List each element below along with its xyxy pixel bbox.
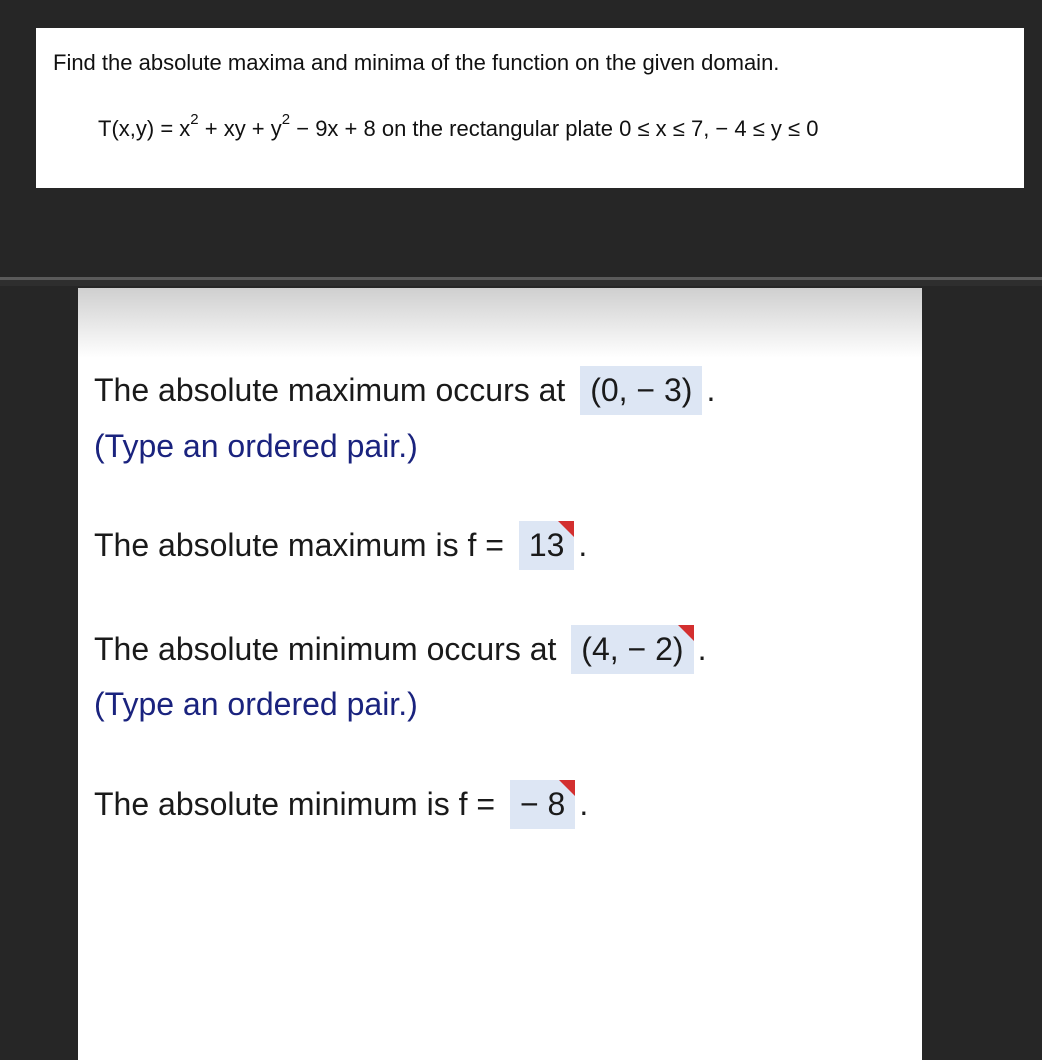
- period: .: [697, 631, 707, 667]
- panel-shade: [78, 288, 922, 358]
- max-location-value: (0, − 3): [590, 372, 693, 408]
- min-value-label: The absolute minimum is f =: [94, 786, 496, 822]
- min-value-value: − 8: [519, 786, 566, 822]
- section-divider-shadow: [0, 280, 1042, 286]
- formula-mid: + xy + y: [198, 116, 282, 141]
- incorrect-flag-icon: [558, 521, 574, 537]
- incorrect-flag-icon: [559, 780, 575, 796]
- exponent-x: 2: [190, 111, 199, 128]
- question-card: [36, 28, 1024, 188]
- incorrect-flag-icon: [678, 625, 694, 641]
- question-prompt: Find the absolute maxima and minima of the function on the given domain.: [53, 50, 780, 75]
- period: .: [579, 786, 589, 822]
- min-location-line: [94, 625, 706, 674]
- formula-lhs: T(x,y) = x: [98, 116, 191, 141]
- formula-rest: − 9x + 8 on the rectangular plate 0 ≤ x ≤ 7, − 4 ≤ y ≤ 0: [290, 116, 819, 141]
- max-value-answer[interactable]: [519, 521, 575, 570]
- max-location-label: The absolute maximum occurs at: [94, 372, 566, 408]
- period: .: [578, 527, 588, 563]
- max-location-hint: (Type an ordered pair.): [94, 428, 418, 464]
- min-location-label: The absolute minimum occurs at: [94, 631, 557, 667]
- min-location-hint: (Type an ordered pair.): [94, 686, 418, 722]
- period: .: [706, 372, 716, 408]
- max-value-value: 13: [528, 527, 565, 563]
- max-value-line: [94, 521, 587, 570]
- function-definition: [98, 111, 819, 142]
- max-location-answer[interactable]: [580, 366, 702, 415]
- min-value-answer[interactable]: [510, 780, 575, 829]
- answer-panel: [78, 288, 922, 1060]
- max-location-line: [94, 366, 715, 415]
- min-value-line: [94, 780, 588, 829]
- max-value-label: The absolute maximum is f =: [94, 527, 504, 563]
- min-location-answer[interactable]: [571, 625, 693, 674]
- min-location-value: (4, − 2): [581, 631, 684, 667]
- exponent-y: 2: [281, 111, 291, 128]
